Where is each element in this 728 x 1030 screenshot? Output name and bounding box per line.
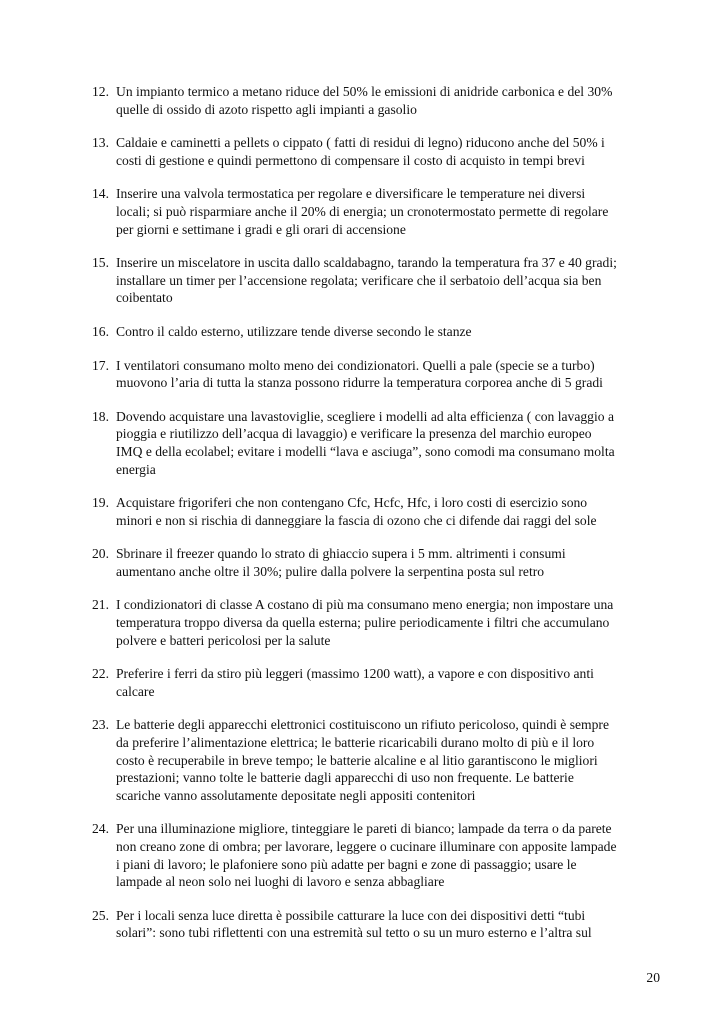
text-line: solari”: sono tubi riflettenti con una estremità sul tetto o su un muro esterno e l’altra sul (116, 925, 592, 941)
text-line: Per i locali senza luce diretta è possibile catturare la luce con dei dispositivi detti “tubi (116, 907, 586, 923)
text-line: aumentano anche oltre il 30%; pulire dalla polvere la serpentina posta sul retro (116, 563, 545, 579)
text-line: minori e non si rischia di danneggiare la fascia di ozono che ci difende dai raggi del sole (116, 512, 597, 528)
text-line: IMQ e della ecolabel; evitare i modelli “lava e asciuga”, sono comodi ma consumano molta (116, 443, 615, 459)
text-line: lampade al neon solo nei luoghi di lavoro e senza abbagliare (116, 874, 445, 890)
list-item-number: 22. (92, 666, 109, 682)
text-line: temperatura troppo diversa da quella esterna; pulire periodicamente i filtri che accumulano (116, 615, 610, 631)
list-item-number: 15. (92, 255, 109, 271)
list-item-text (116, 408, 672, 478)
list-item-text (116, 820, 672, 890)
list-item-text (116, 596, 672, 649)
text-line: da preferire l’alimentazione elettrica; le batterie ricaricabili durano molto di più e il loro (116, 735, 595, 751)
list-item (92, 820, 672, 890)
text-line: energia (116, 461, 156, 477)
list-item-number: 25. (92, 907, 109, 923)
text-line: costo è recuperabile in breve tempo; le batterie alcaline e al litio garantiscono le migliori (116, 752, 598, 768)
list-item-number: 12. (92, 84, 109, 99)
text-line: polvere e batteri pericolosi per la salute (116, 632, 331, 648)
list-item-text (116, 357, 672, 392)
text-line: coibentato (116, 290, 173, 306)
list-item-text (116, 665, 672, 700)
list-item-text (116, 185, 672, 238)
list-item-number: 21. (92, 597, 109, 613)
text-line: Sbrinare il freezer quando lo strato di ghiaccio supera i 5 mm. altrimenti i consumi (116, 546, 566, 562)
list-item-number: 13. (92, 135, 109, 151)
list-item (92, 494, 672, 529)
list-item-text (116, 254, 672, 307)
page-number: 20 (646, 970, 660, 985)
text-line: calcare (116, 683, 155, 699)
list-item (92, 907, 672, 942)
text-line: prestazioni; vanno tolte le batterie dagli apparecchi di uso non frequente. Le batterie (116, 770, 574, 786)
list-item (92, 716, 672, 804)
list-item-text (116, 323, 672, 341)
text-line: Inserire un miscelatore in uscita dallo scaldabagno, tarando la temperatura fra 37 e 40 gradi; (116, 255, 617, 271)
list-item-text (116, 907, 672, 942)
text-line: Caldaie e caminetti a pellets o cippato ( fatti di residui di legno) riducono anche del 50% i (116, 135, 605, 151)
text-line: muovono l’aria di tutta la stanza possono ridurre la temperatura corporea anche di 5 gradi (116, 375, 603, 391)
list-item-number: 19. (92, 495, 109, 511)
numbered-list (92, 83, 672, 958)
text-line: I ventilatori consumano molto meno dei condizionatori. Quelli a pale (specie se a turbo) (116, 357, 595, 373)
list-item-text (116, 494, 672, 529)
list-item (92, 596, 672, 649)
list-item-number: 16. (92, 323, 109, 339)
list-item (92, 545, 672, 580)
text-line: locali; si può risparmiare anche il 20% di energia; un cronotermostato permette di regolare (116, 203, 609, 219)
text-line: Per una illuminazione migliore, tinteggiare le pareti di bianco; lampade da terra o da parete (116, 821, 612, 837)
text-line: i piani di lavoro; le plafoniere sono più adatte per bagni e zone di passaggio; usare le (116, 856, 577, 872)
list-item (92, 357, 672, 392)
text-line: Dovendo acquistare una lavastoviglie, scegliere i modelli ad alta efficienza ( con lavaggio a (116, 408, 614, 424)
list-item-text (116, 716, 672, 804)
list-item-number: 20. (92, 546, 109, 562)
text-line: per giorni e settimane i gradi e gli orari di accensione (116, 221, 406, 237)
list-item-number: 24. (92, 821, 109, 837)
text-line: Un impianto termico a metano riduce del 50% le emissioni di anidride carbonica e del 30% (116, 84, 613, 99)
text-line: scariche vanno assolutamente depositate negli appositi contenitori (116, 787, 476, 803)
text-line: I condizionatori di classe A costano di più ma consumano meno energia; non impostare una (116, 597, 614, 613)
text-line: Inserire una valvola termostatica per regolare e diversificare le temperature nei diversi (116, 186, 586, 202)
text-line: Contro il caldo esterno, utilizzare tende diverse secondo le stanze (116, 323, 472, 339)
list-item-text (116, 134, 672, 169)
list-item (92, 323, 672, 341)
list-item-number: 18. (92, 408, 109, 424)
text-line: costi di gestione e quindi permettono di compensare il costo di acquisto in tempi brevi (116, 152, 585, 168)
list-item (92, 83, 672, 118)
text-line: installare un timer per l’accensione regolata; verificare che il serbatoio dell’acqua sia ben (116, 272, 602, 288)
list-item (92, 134, 672, 169)
list-item (92, 408, 672, 478)
text-line: pioggia e riutilizzo dell’acqua di lavaggio) e verificare la presenza del marchio europeo (116, 426, 592, 442)
list-item (92, 254, 672, 307)
list-item (92, 185, 672, 238)
text-line: Preferire i ferri da stiro più leggeri (massimo 1200 watt), a vapore e con dispositivo anti (116, 666, 594, 682)
text-line: non creano zone di ombra; per lavorare, leggere o cucinare illuminare con apposite lampade (116, 839, 617, 854)
text-line: Le batterie degli apparecchi elettronici costituiscono un rifiuto pericoloso, quindi è sempre (116, 717, 609, 733)
text-line: Acquistare frigoriferi che non contengano Cfc, Hcfc, Hfc, i loro costi di esercizio sono (116, 495, 588, 511)
list-item-text (116, 83, 672, 118)
list-item-number: 17. (92, 357, 109, 373)
list-item-text (116, 545, 672, 580)
list-item-number: 14. (92, 186, 109, 202)
list-item-number: 23. (92, 717, 109, 733)
text-line: quelle di ossido di azoto rispetto agli impianti a gasolio (116, 101, 417, 117)
list-item (92, 665, 672, 700)
